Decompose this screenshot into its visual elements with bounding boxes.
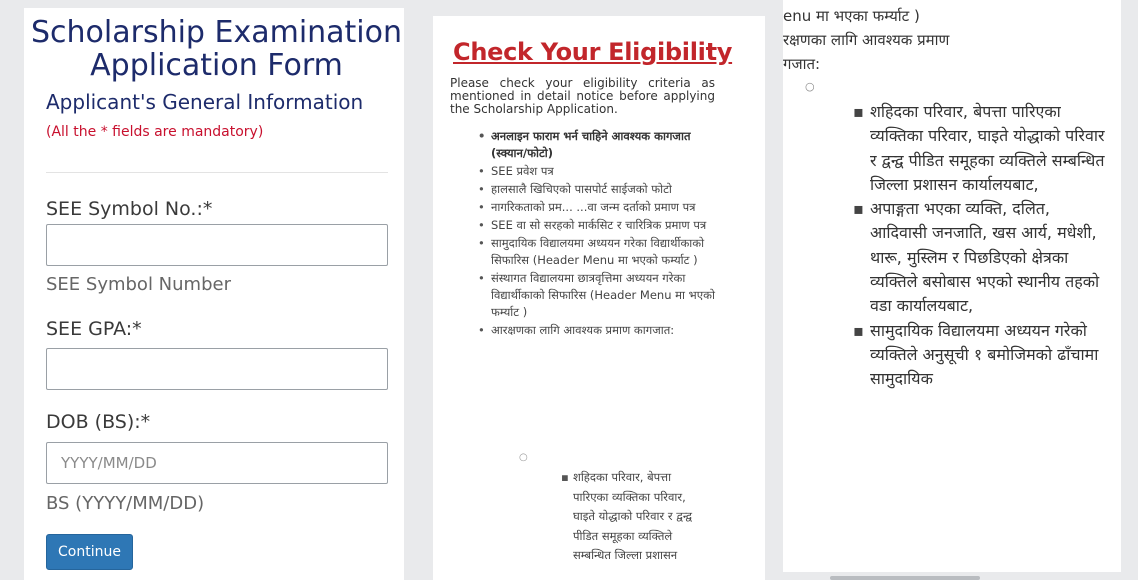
list-item: ▪ शहिदका परिवार, बेपत्ता पारिएका व्यक्तिका परिवार, घाइते योद्धाको परिवार र द्वन्द्व पीडित समूहका व्यक्तिले सम्बन्धित जिल्ला प्रशासन कार्यालयबाट, — [870, 100, 1110, 197]
see-gpa-label: SEE GPA:* — [46, 318, 142, 340]
see-symbol-label: SEE Symbol No.:* — [46, 198, 213, 220]
continue-button[interactable]: Continue — [46, 534, 133, 570]
list-item: • संस्थागत विद्यालयमा छात्रवृत्तिमा अध्ययन गरेका विद्यार्थीकाको सिफारिस (Header Menu मा भएको फर्म्याट ) — [491, 270, 716, 321]
list-item: • SEE वा सो सरहको मार्कसिट र चारित्रिक प्रमाण पत्र — [491, 217, 716, 234]
zoomed-sub-list — [870, 100, 1110, 392]
zoomed-list-panel — [783, 0, 1121, 572]
list-item: • अनलाइन फाराम भर्न चाहिने आवश्यक कागजात (स्क्यान/फोटो) — [491, 128, 716, 162]
see-gpa-input[interactable] — [46, 348, 388, 390]
eligibility-sub-list — [573, 468, 708, 566]
list-item: • आरक्षणका लागि आवश्यक प्रमाण कागजात: — [491, 322, 716, 339]
list-item: • हालसालै खिचिएको पासपोर्ट साईजको फोटो — [491, 181, 716, 198]
section-title: Applicant's General Information — [46, 90, 364, 114]
list-item: ▪ सामुदायिक विद्यालयमा अध्ययन गरेको व्यक्तिले अनुसूची १ बमोजिमको ढाँचामा सामुदायिक — [870, 319, 1110, 392]
list-item: • सामुदायिक विद्यालयमा अध्ययन गरेका विद्यार्थीकाको सिफारिस (Header Menu मा भएको फर्म्याट ) — [491, 235, 716, 269]
eligibility-list — [491, 128, 716, 340]
zoomed-line: रक्षणका लागि आवश्यक प्रमाण — [783, 31, 950, 49]
dob-label: DOB (BS):* — [46, 411, 151, 433]
horizontal-scrollbar[interactable] — [830, 576, 980, 580]
eligibility-panel — [433, 16, 765, 580]
list-item: • नागरिकताको प्रम... ...वा जन्म दर्ताको प्रमाण पत्र — [491, 199, 716, 216]
see-symbol-input[interactable] — [46, 224, 388, 266]
dob-input[interactable] — [46, 442, 388, 484]
mandatory-note: (All the * fields are mandatory) — [46, 124, 264, 140]
zoomed-header-text — [783, 4, 1113, 76]
eligibility-title: Check Your Eligibility — [453, 38, 733, 66]
hollow-bullet-icon: ○ — [805, 80, 815, 93]
list-item: ▪ शहिदका परिवार, बेपत्ता पारिएका व्यक्तिका परिवार, घाइते योद्धाको परिवार र द्वन्द्व पीडित समूहका व्यक्तिले सम्बन्धित जिल्ला प्रशासन — [573, 468, 708, 566]
hollow-bullet-icon: ○ — [519, 452, 528, 463]
list-item: • SEE प्रवेश पत्र — [491, 163, 716, 180]
see-symbol-help: SEE Symbol Number — [46, 274, 231, 295]
zoomed-line: गजात: — [783, 55, 821, 73]
application-form-panel — [24, 8, 404, 580]
eligibility-intro: Please check your eligibility criteria as mentioned in detail notice before applying the Scholarship Application. — [450, 76, 715, 116]
form-title: Scholarship Examination Application Form — [30, 15, 403, 83]
dob-help: BS (YYYY/MM/DD) — [46, 493, 205, 514]
zoomed-line: enu मा भएका फर्म्याट ) — [783, 7, 920, 25]
list-item: ▪ अपाङ्गता भएका व्यक्ति, दलित, आदिवासी जनजाति, खस आर्य, मधेशी, थारू, मुस्लिम र पिछडिएको क्षेत्रका व्यक्तिले बसोबास भएको स्थानीय तहको वडा कार्यालयबाट, — [870, 197, 1110, 318]
divider — [46, 172, 388, 173]
